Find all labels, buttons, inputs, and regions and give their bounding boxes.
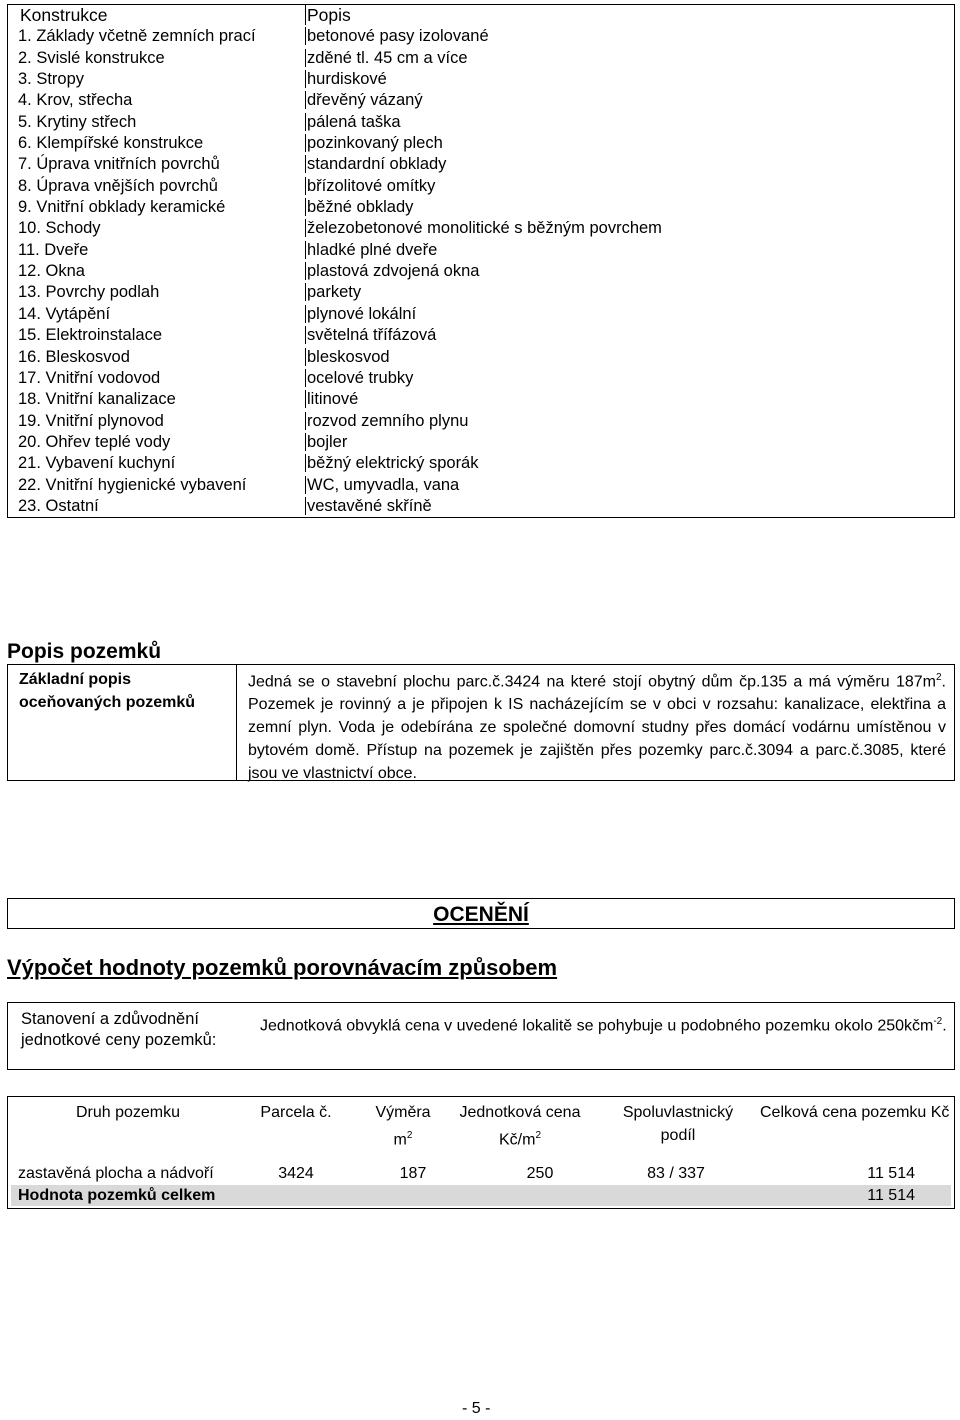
row-parcela: 3424 <box>278 1165 314 1182</box>
construction-popis: WC, umyvadla, vana <box>307 475 460 494</box>
construction-popis: vestavěné skříně <box>307 496 432 515</box>
construction-row <box>8 496 955 518</box>
construction-popis: pálená taška <box>307 112 401 131</box>
construction-name: 12. Okna <box>18 262 85 281</box>
construction-popis: pozinkovaný plech <box>307 134 443 153</box>
construction-row <box>8 432 955 453</box>
land-description-label: Základní popis oceňovaných pozemků <box>8 665 237 780</box>
construction-row <box>8 197 955 218</box>
construction-popis: běžné obklady <box>307 198 414 217</box>
valuation-title-box <box>7 898 955 929</box>
construction-row <box>8 69 955 90</box>
construction-row <box>8 176 955 197</box>
unit-price-label: Stanovení a zdůvodnění jednotkové ceny pozemků: <box>21 1010 217 1049</box>
row-jednotkova-cena: 250 <box>526 1165 554 1182</box>
row-podil: 83 / 337 <box>647 1165 705 1182</box>
construction-row <box>8 90 955 111</box>
construction-popis: železobetonové monolitické s běžným povrchem <box>307 219 662 238</box>
construction-name: 15. Elektroinstalace <box>18 326 162 345</box>
row-celkova-cena: 11 514 <box>867 1165 915 1182</box>
construction-name: 1. Základy včetně zemních prací <box>18 27 256 46</box>
total-label: Hodnota pozemků celkem <box>18 1187 216 1204</box>
construction-row <box>8 347 955 368</box>
construction-name: 13. Povrchy podlah <box>18 283 160 302</box>
construction-row <box>8 48 955 69</box>
construction-row <box>8 154 955 175</box>
construction-row <box>8 411 955 432</box>
construction-name: 10. Schody <box>18 219 101 238</box>
col-header-celkova-cena: Celková cena pozemku Kč <box>760 1104 950 1121</box>
construction-popis: bojler <box>307 432 348 451</box>
construction-popis: plynové lokální <box>307 304 417 323</box>
construction-name: 14. Vytápění <box>18 304 111 323</box>
construction-name: 9. Vnitřní obklady keramické <box>18 198 226 217</box>
construction-name: 11. Dveře <box>18 240 89 259</box>
construction-popis: ocelové trubky <box>307 368 414 387</box>
row-druh: zastavěná plocha a nádvoří <box>18 1165 214 1182</box>
col-header-vymera: Výměra $m^2$ <box>375 1104 431 1149</box>
construction-row <box>8 475 955 496</box>
land-valuation-table <box>7 1096 955 1209</box>
construction-name: 4. Krov, střecha <box>18 91 133 110</box>
row-vymera: 187 <box>399 1165 427 1182</box>
construction-popis: plastová zdvojená okna <box>307 262 480 281</box>
construction-row <box>8 133 955 154</box>
col-header-parcela: Parcela č. <box>260 1104 332 1121</box>
unit-price-text: Jednotková obvyklá cena v uvedené lokalitě se pohybuje u podobného pozemku okolo 250kčm$^{-2}$. <box>260 1016 947 1035</box>
construction-row <box>8 325 955 346</box>
construction-popis: parkety <box>307 283 362 302</box>
comparative-method-heading: Výpočet hodnoty pozemků porovnávacím způsobem <box>7 955 558 980</box>
construction-popis: běžný elektrický sporák <box>307 454 479 473</box>
construction-name: 2. Svislé konstrukce <box>18 48 165 67</box>
construction-popis: standardní obklady <box>307 155 447 174</box>
construction-row <box>8 26 955 47</box>
section-heading-popis-pozemku: Popis pozemků <box>7 640 162 663</box>
total-row <box>11 1185 951 1206</box>
col-header-spoluvlastnicky-podil: Spoluvlastnický podíl <box>622 1104 734 1144</box>
header-popis: Popis <box>307 5 351 25</box>
construction-name: 21. Vybavení kuchyní <box>18 454 176 473</box>
construction-name: 17. Vnitřní vodovod <box>18 368 161 387</box>
construction-name: 5. Krytiny střech <box>18 112 137 131</box>
construction-popis: dřevěný vázaný <box>307 91 423 110</box>
construction-popis: litinové <box>307 390 359 409</box>
construction-table <box>7 4 955 518</box>
construction-row <box>8 453 955 474</box>
construction-name: 6. Klempířské konstrukce <box>18 134 204 153</box>
construction-name: 7. Úprava vnitřních povrchů <box>18 155 220 174</box>
construction-row <box>8 240 955 261</box>
construction-name: 19. Vnitřní plynovod <box>18 411 164 430</box>
construction-popis: břízolitové omítky <box>307 176 436 195</box>
construction-row <box>8 282 955 303</box>
construction-name: 18. Vnitřní kanalizace <box>18 390 176 409</box>
construction-popis: betonové pasy izolované <box>307 27 489 46</box>
construction-name: 16. Bleskosvod <box>18 347 130 366</box>
header-konstrukce: Konstrukce <box>20 5 108 25</box>
construction-row <box>8 218 955 239</box>
construction-popis: bleskosvod <box>307 347 390 366</box>
construction-row <box>8 112 955 133</box>
construction-name: 22. Vnitřní hygienické vybavení <box>18 475 247 494</box>
construction-popis: zděné tl. 45 cm a více <box>307 48 468 67</box>
construction-row <box>8 304 955 325</box>
col-header-jednotkova-cena: Jednotková cena $Kč/m^2$ <box>459 1104 581 1149</box>
construction-table-header <box>8 5 955 27</box>
construction-popis: hurdiskové <box>307 70 387 89</box>
land-description-box <box>7 664 955 781</box>
valuation-title: OCENĚNÍ <box>433 903 529 926</box>
construction-name: 20. Ohřev teplé vody <box>18 432 171 451</box>
construction-popis: světelná třífázová <box>307 326 437 345</box>
construction-popis: rozvod zemního plynu <box>307 411 469 430</box>
col-header-druh: Druh pozemku <box>75 1104 181 1121</box>
page-number: - 5 - <box>462 1400 491 1417</box>
total-value: 11 514 <box>867 1187 915 1204</box>
construction-name: 3. Stropy <box>18 70 85 89</box>
construction-row <box>8 368 955 389</box>
construction-popis: hladké plné dveře <box>307 240 438 259</box>
construction-name: 23. Ostatní <box>18 496 99 515</box>
construction-row <box>8 261 955 282</box>
unit-price-box <box>7 1002 955 1070</box>
construction-row <box>8 389 955 410</box>
land-description-text: Jedná se o stavební plochu parc.č.3424 na které stojí obytný dům čp.135 a má výměru $187m^2$. Pozemek je rovinný a je připojen k IS nacházejícím se v obci v rozsahu: kanalizace, elektřina a zemní plyn. Voda je odebírána ze společné domovní studny přes domácí vodárnu umístěnou v bytovém domě. Přístup na pozemek je zajištěn přes pozemky parc.č.3094 a parc.č.3085, které jsou ve vlastnictví obce. <box>248 672 946 783</box>
construction-name: 8. Úprava vnějších povrchů <box>18 176 218 195</box>
